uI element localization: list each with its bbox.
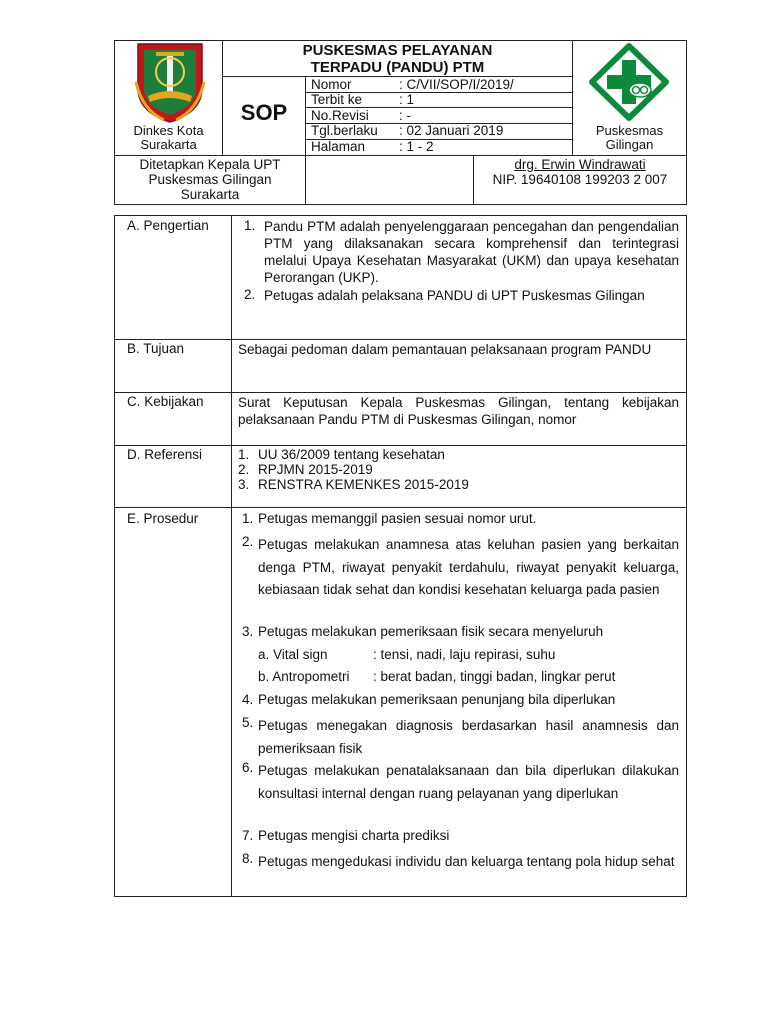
- section-a-item-1: Pandu PTM adalah penyelenggaraan pencegahan dan pengendalian PTM yang dilaksanakan secara komprehensif dan terintegrasi melalui Upaya Kesehatan Masyarakat (UKM) dan upaya kesehatan Perorangan (UKP).: [264, 219, 679, 285]
- meta-label-revisi: No.Revisi: [311, 108, 369, 123]
- section-e-item-4: Petugas melakukan pemeriksaan penunjang bila diperlukan: [258, 692, 616, 707]
- sop-label: SOP: [240, 100, 288, 125]
- established-line2: Puskesmas Gilingan: [148, 172, 272, 187]
- meta-value-revisi: : -: [399, 108, 411, 123]
- section-d-num-2: 2.: [238, 462, 250, 477]
- established-line1: Ditetapkan Kepala UPT: [139, 157, 281, 172]
- section-d-label: D. Referensi: [127, 447, 203, 462]
- section-e-num-1: 1.: [242, 511, 254, 526]
- section-a-label: A. Pengertian: [127, 218, 209, 233]
- section-e-num-2: 2.: [242, 534, 254, 549]
- doc-title-line1: PUSKESMAS PELAYANAN: [302, 42, 493, 59]
- puskesmas-logo: [588, 42, 670, 122]
- section-b-text: Sebagai pedoman dalam pemantauan pelaksanaan program PANDU: [238, 342, 652, 357]
- section-e-sub-b-key: b. Antropometri: [258, 669, 350, 684]
- section-d-item-1: UU 36/2009 tentang kesehatan: [258, 447, 445, 462]
- section-e-sub-b-value: : berat badan, tinggi badan, lingkar perut: [373, 669, 616, 684]
- signer-name: drg. Erwin Windrawati: [514, 157, 646, 172]
- meta-value-nomor: : C/VII/SOP/I/2019/: [399, 77, 514, 92]
- left-org-line2: Surakarta: [140, 137, 197, 152]
- section-e-num-4: 4.: [242, 692, 254, 707]
- section-e-item-8: Petugas mengedukasi individu dan keluarga tentang pola hidup sehat: [258, 854, 675, 869]
- section-e-item-1: Petugas memanggil pasien sesuai nomor urut.: [258, 511, 537, 526]
- meta-value-tgl: : 02 Januari 2019: [399, 123, 504, 138]
- signer-nip: NIP. 19640108 199203 2 007: [492, 172, 668, 187]
- section-d-item-3: RENSTRA KEMENKES 2015-2019: [258, 477, 469, 492]
- left-org-line1: Dinkes Kota: [133, 123, 204, 138]
- dinkes-crest-logo: [134, 42, 206, 124]
- meta-label-nomor: Nomor: [311, 77, 352, 92]
- right-org-line2: Gilingan: [605, 137, 654, 152]
- section-d-num-3: 3.: [238, 477, 250, 492]
- section-a-num-1: 1.: [244, 218, 256, 233]
- section-e-item-3: Petugas melakukan pemeriksaan fisik secara menyeluruh: [258, 624, 604, 639]
- section-a-item-2: Petugas adalah pelaksana PANDU di UPT Puskesmas Gilingan: [264, 288, 645, 303]
- right-org-line1: Puskesmas: [595, 123, 664, 138]
- section-e-label: E. Prosedur: [127, 511, 199, 526]
- section-c-label: C. Kebijakan: [127, 394, 204, 409]
- meta-label-halaman: Halaman: [311, 139, 366, 154]
- section-e-sub-a-value: : tensi, nadi, laju repirasi, suhu: [373, 647, 556, 662]
- meta-label-terbit: Terbit ke: [311, 92, 363, 107]
- section-e-item-6: Petugas melakukan penatalaksanaan dan bila diperlukan dilakukan konsultasi internal dengan ruang pelayanan yang diperlukan: [258, 763, 679, 801]
- section-e-item-2: Petugas melakukan anamnesa atas keluhan pasien yang berkaitan denga PTM, riwayat penyakit terdahulu, riwayat penyakit keluarga, kebiasaan tidak sehat dan kondisi kesehatan keluarga pada pasien: [258, 537, 679, 597]
- section-e-num-3: 3.: [242, 624, 254, 639]
- section-e-num-5: 5.: [242, 715, 254, 730]
- doc-title-line2: TERPADU (PANDU) PTM: [310, 59, 485, 76]
- section-b-label: B. Tujuan: [127, 341, 185, 356]
- section-e-num-8: 8.: [242, 851, 254, 866]
- section-e-num-6: 6.: [242, 760, 254, 775]
- established-line3: Surakarta: [180, 187, 240, 202]
- section-e-sub-a-key: a. Vital sign: [258, 647, 328, 662]
- section-d-num-1: 1.: [238, 447, 250, 462]
- section-e-item-7: Petugas mengisi charta prediksi: [258, 828, 450, 843]
- section-a-num-2: 2.: [244, 287, 256, 302]
- meta-value-halaman: : 1 - 2: [399, 139, 434, 154]
- section-e-num-7: 7.: [242, 828, 254, 843]
- section-c-text: Surat Keputusan Kepala Puskesmas Gilingan, tentang kebijakan pelaksanaan Pandu PTM di Puskesmas Gilingan, nomor: [238, 395, 679, 427]
- meta-label-tgl: Tgl.berlaku: [311, 123, 378, 138]
- section-e-item-5: Petugas menegakan diagnosis berdasarkan hasil anamnesis dan pemeriksaan fisik: [258, 718, 679, 756]
- meta-value-terbit: : 1: [399, 92, 415, 107]
- section-d-item-2: RPJMN 2015-2019: [258, 462, 373, 477]
